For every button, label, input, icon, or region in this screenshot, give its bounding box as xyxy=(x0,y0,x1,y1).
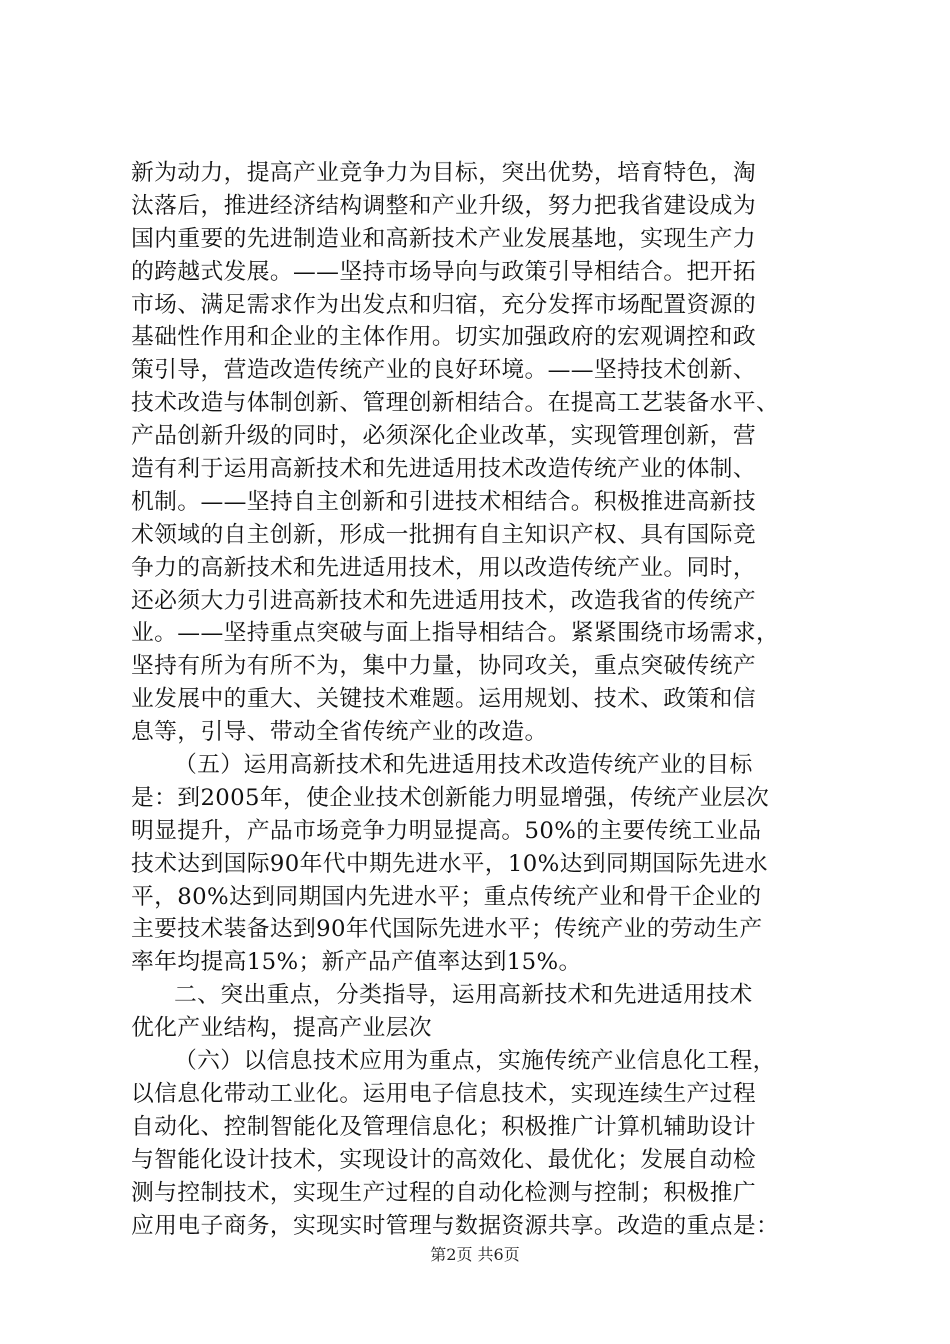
body-line: 明显提升，产品市场竞争力明显提高。50%的主要传统工业品 xyxy=(131,817,762,844)
body-line: 的跨越式发展。——坚持市场导向与政策引导相结合。把开拓 xyxy=(131,258,756,285)
body-line: 还必须大力引进高新技术和先进适用技术，改造我省的传统产 xyxy=(131,587,756,614)
body-line: 技术改造与体制创新、管理创新相结合。在提高工艺装备水平、 xyxy=(131,390,780,417)
body-line: 机制。——坚持自主创新和引进技术相结合。积极推进高新技 xyxy=(131,488,756,515)
section-heading-line: 二、突出重点，分类指导，运用高新技术和先进适用技术 xyxy=(174,982,753,1009)
body-line: 是：到2005年，使企业技术创新能力明显增强，传统产业层次 xyxy=(131,784,770,811)
body-line: 术领域的自主创新，形成一批拥有自主知识产权、具有国际竞 xyxy=(131,521,756,548)
body-line: 业。——坚持重点突破与面上指导相结合。紧紧围绕市场需求， xyxy=(131,620,780,647)
body-line: 自动化、控制智能化及管理信息化；积极推广计算机辅助设计 xyxy=(131,1113,756,1140)
body-line: 造有利于运用高新技术和先进适用技术改造传统产业的体制、 xyxy=(131,456,756,483)
paragraph-start-line: （六）以信息技术应用为重点，实施传统产业信息化工程， xyxy=(174,1048,776,1075)
body-line: 主要技术装备达到90年代国际先进水平；传统产业的劳动生产 xyxy=(131,916,763,943)
body-line: 争力的高新技术和先进适用技术，用以改造传统产业。同时， xyxy=(131,554,756,581)
body-line: 产品创新升级的同时，必须深化企业改革，实现管理创新，营 xyxy=(131,423,756,450)
body-line: 国内重要的先进制造业和高新技术产业发展基地，实现生产力 xyxy=(131,225,756,252)
body-line: 业发展中的重大、关键技术难题。运用规划、技术、政策和信 xyxy=(131,686,756,713)
body-line: 新为动力，提高产业竞争力为目标，突出优势，培育特色，淘 xyxy=(131,160,756,186)
paragraph-start-line: （五）运用高新技术和先进适用技术改造传统产业的目标 xyxy=(174,752,753,779)
body-line: 以信息化带动工业化。运用电子信息技术，实现连续生产过程 xyxy=(131,1080,756,1107)
body-line: 息等，引导、带动全省传统产业的改造。 xyxy=(131,719,548,746)
body-line: 率年均提高15%；新产品产值率达到15%。 xyxy=(131,949,582,976)
body-line: 策引导，营造改造传统产业的良好环境。——坚持技术创新、 xyxy=(131,357,756,384)
body-line: 坚持有所为有所不为，集中力量，协同攻关，重点突破传统产 xyxy=(131,653,756,680)
page-number-footer: 第2页 共6页 xyxy=(430,1245,520,1264)
body-line: 与智能化设计技术，实现设计的高效化、最优化；发展自动检 xyxy=(131,1146,756,1173)
body-line: 市场、满足需求作为出发点和归宿，充分发挥市场配置资源的 xyxy=(131,291,756,318)
section-heading-line: 优化产业结构，提高产业层次 xyxy=(131,1015,432,1042)
body-line: 应用电子商务，实现实时管理与数据资源共享。改造的重点是： xyxy=(131,1212,780,1239)
body-line: 基础性作用和企业的主体作用。切实加强政府的宏观调控和政 xyxy=(131,324,756,351)
body-line: 测与控制技术，实现生产过程的自动化检测与控制；积极推广 xyxy=(131,1179,756,1206)
document-body xyxy=(131,157,831,1242)
body-line: 汰落后，推进经济结构调整和产业升级，努力把我省建设成为 xyxy=(131,192,756,219)
body-line: 平，80%达到同期国内先进水平；重点传统产业和骨干企业的 xyxy=(131,883,762,910)
body-line: 技术达到国际90年代中期先进水平，10%达到同期国际先进水 xyxy=(131,850,768,877)
